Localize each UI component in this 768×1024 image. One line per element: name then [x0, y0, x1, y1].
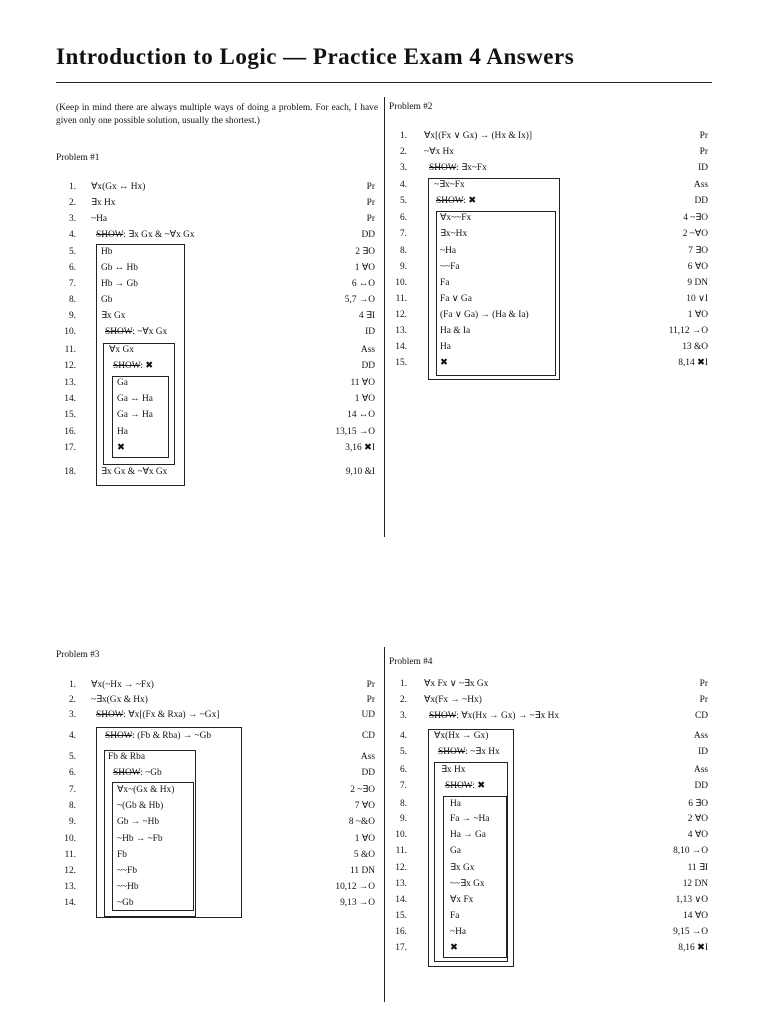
justification: 9,13 →O [340, 898, 375, 908]
justification: 3,16 ✖I [345, 443, 375, 453]
justification: Ass [360, 752, 375, 762]
justification: 8,16 ✖I [678, 943, 708, 953]
justification: 10,12 →O [335, 882, 375, 892]
formula: Fb & Rba [108, 752, 145, 762]
line-number: 4. [399, 731, 407, 741]
formula: SHOW: ∃x Gx & ~∀x Gx [96, 230, 195, 240]
line-number: 6. [399, 765, 407, 775]
formula: ∃x Gx [101, 311, 126, 321]
page-title: Introduction to Logic — Practice Exam 4 Answers [56, 44, 575, 69]
formula: ∀x~(Gx & Hx) [117, 785, 175, 795]
line-number: 12. [64, 866, 76, 876]
line-number: 11. [64, 850, 76, 860]
justification: Pr [699, 695, 708, 705]
formula: SHOW: ~∃x Hx [438, 747, 500, 757]
formula: Fb [117, 850, 127, 860]
show-keyword: SHOW [429, 163, 457, 173]
formula: SHOW: ∀x[(Fx & Rxa) → ~Gx] [96, 710, 220, 720]
line-number: 10. [64, 834, 76, 844]
formula: Ga → Ha [117, 410, 153, 420]
line-number: 8. [68, 801, 76, 811]
line-number: 8. [68, 295, 76, 305]
line-number: 11. [64, 345, 76, 355]
line-number: 1. [399, 131, 407, 141]
formula: SHOW: ✖ [445, 781, 486, 791]
justification: Pr [699, 131, 708, 141]
justification: 7 ∀O [354, 801, 375, 811]
formula: Ha [450, 799, 461, 809]
line-number: 14. [395, 895, 407, 905]
line-number: 7. [399, 781, 407, 791]
justification: 9,10 &I [345, 467, 375, 477]
justification: 5 &O [353, 850, 375, 860]
line-number: 1. [68, 680, 76, 690]
formula: Fa ∨ Ga [440, 294, 472, 304]
formula: Hb → Gb [101, 279, 138, 289]
formula: Fa [440, 278, 450, 288]
justification: 11 ∃I [687, 863, 708, 873]
justification: 10 ∨I [686, 294, 708, 304]
justification: Pr [699, 147, 708, 157]
justification: DD [361, 230, 375, 240]
justification: 14 ↔O [347, 410, 375, 420]
line-number: 2. [68, 198, 76, 208]
justification: 8,10 →O [673, 846, 708, 856]
p3-label: Problem #3 [56, 650, 100, 660]
line-number: 13. [395, 326, 407, 336]
justification: Ass [693, 180, 708, 190]
formula: ∀x(~Hx → ~Fx) [91, 680, 154, 690]
justification: Pr [366, 695, 375, 705]
justification: Pr [366, 680, 375, 690]
formula: Hb [101, 247, 113, 257]
line-number: 15. [395, 358, 407, 368]
formula: ✖ [117, 443, 125, 453]
line-number: 17. [64, 443, 76, 453]
justification: 4 ~∃O [683, 213, 708, 223]
justification: 2 ∀O [687, 814, 708, 824]
line-number: 17. [395, 943, 407, 953]
justification: 6 ∀O [687, 262, 708, 272]
formula: ~∀x Hx [424, 147, 454, 157]
formula: Ha [117, 427, 128, 437]
formula: ~Ha [91, 214, 108, 224]
justification: 2 ∃O [355, 247, 375, 257]
show-keyword: SHOW [96, 230, 124, 240]
justification: 1 ∀O [354, 263, 375, 273]
line-number: 6. [399, 213, 407, 223]
justification: 2 ~∀O [682, 229, 708, 239]
formula: ∃x Gx [450, 863, 475, 873]
justification: ID [365, 327, 375, 337]
line-number: 13. [395, 879, 407, 889]
justification: 6 ↔O [351, 279, 375, 289]
column-divider-top [384, 97, 385, 537]
justification: 11 ∀O [350, 378, 375, 388]
formula: ~Ha [440, 246, 457, 256]
formula: ∀x~~Fx [440, 213, 472, 223]
line-number: 2. [68, 695, 76, 705]
formula: ~∃x~Fx [434, 180, 465, 190]
show-keyword: SHOW [445, 781, 473, 791]
justification: Pr [699, 679, 708, 689]
formula: ~Gb [117, 898, 134, 908]
justification: 2 ~∃O [350, 785, 375, 795]
formula: ~∃x(Gx & Hx) [91, 695, 148, 705]
line-number: 9. [399, 262, 407, 272]
formula: ∀x Fx [450, 895, 474, 905]
line-number: 5. [68, 752, 76, 762]
line-number: 2. [399, 695, 407, 705]
line-number: 4. [399, 180, 407, 190]
show-keyword: SHOW [105, 731, 133, 741]
line-number: 3. [399, 711, 407, 721]
line-number: 3. [68, 710, 76, 720]
line-number: 9. [399, 814, 407, 824]
formula: Fa → ~Ha [450, 814, 490, 824]
line-number: 1. [68, 182, 76, 192]
line-number: 10. [64, 327, 76, 337]
justification: 11 DN [350, 866, 375, 876]
justification: DD [361, 361, 375, 371]
line-number: 12. [395, 310, 407, 320]
justification: ID [698, 747, 708, 757]
line-number: 6. [68, 768, 76, 778]
formula: ~~Fa [440, 262, 460, 272]
formula: Ga [117, 378, 128, 388]
formula: SHOW: (Fb & Rba) → ~Gb [105, 731, 212, 741]
formula: ∀x Gx [109, 345, 134, 355]
justification: Ass [360, 345, 375, 355]
justification: 7 ∃O [688, 246, 708, 256]
line-number: 18. [64, 467, 76, 477]
line-number: 14. [64, 898, 76, 908]
line-number: 1. [399, 679, 407, 689]
show-keyword: SHOW [96, 710, 124, 720]
show-keyword: SHOW [429, 711, 457, 721]
justification: 1 ∀O [354, 834, 375, 844]
line-number: 14. [395, 342, 407, 352]
line-number: 13. [64, 378, 76, 388]
formula: SHOW: ∃x~Fx [429, 163, 487, 173]
formula: ✖ [440, 358, 448, 368]
formula: ∀x Fx ∨ ~∃x Gx [424, 679, 489, 689]
formula: Fa [450, 911, 460, 921]
justification: 1,13 ∨O [675, 895, 708, 905]
justification: 8,14 ✖I [678, 358, 708, 368]
formula: Ga [450, 846, 461, 856]
line-number: 5. [68, 247, 76, 257]
justification: 6 ∃O [688, 799, 708, 809]
formula: SHOW: ✖ [436, 196, 477, 206]
line-number: 15. [395, 911, 407, 921]
line-number: 11. [395, 294, 407, 304]
justification: 4 ∀O [687, 830, 708, 840]
line-number: 4. [68, 731, 76, 741]
justification: 13,15 →O [335, 427, 375, 437]
line-number: 10. [395, 278, 407, 288]
justification: CD [361, 731, 375, 741]
justification: 1 ∀O [687, 310, 708, 320]
line-number: 16. [395, 927, 407, 937]
justification: CD [694, 711, 708, 721]
line-number: 7. [399, 229, 407, 239]
column-divider-bottom [384, 647, 385, 1002]
line-number: 3. [68, 214, 76, 224]
formula: Ha & Ia [440, 326, 471, 336]
justification: 13 &O [682, 342, 708, 352]
formula: ∀x(Hx → Gx) [434, 731, 489, 741]
show-keyword: SHOW [113, 768, 141, 778]
justification: 11,12 →O [668, 326, 708, 336]
formula: ∃x Hx [91, 198, 116, 208]
formula: SHOW: ~Gb [113, 768, 162, 778]
formula: ∃x Gx & ~∀x Gx [101, 467, 168, 477]
justification: UD [361, 710, 375, 720]
justification: ID [698, 163, 708, 173]
justification: 4 ∃I [358, 311, 375, 321]
formula: Gb [101, 295, 113, 305]
line-number: 8. [399, 799, 407, 809]
line-number: 14. [64, 394, 76, 404]
line-number: 7. [68, 279, 76, 289]
formula: ~~∃x Gx [450, 879, 485, 889]
formula: Gb → ~Hb [117, 817, 160, 827]
justification: 1 ∀O [354, 394, 375, 404]
p2-label: Problem #2 [389, 102, 433, 112]
formula: Ha [440, 342, 451, 352]
line-number: 11. [395, 846, 407, 856]
show-keyword: SHOW [105, 327, 133, 337]
line-number: 12. [395, 863, 407, 873]
formula: ∀x(Gx ↔ Hx) [91, 182, 146, 192]
title-rule [56, 82, 712, 83]
justification: Ass [693, 765, 708, 775]
show-keyword: SHOW [436, 196, 464, 206]
formula: SHOW: ∀x(Hx → Gx) → ~∃x Hx [429, 711, 560, 721]
formula: ∀x[(Fx ∨ Gx) → (Hx & Ix)] [424, 131, 533, 141]
line-number: 12. [64, 361, 76, 371]
justification: 9,15 →O [673, 927, 708, 937]
line-number: 10. [395, 830, 407, 840]
justification: 8 ~&O [348, 817, 375, 827]
line-number: 9. [68, 817, 76, 827]
line-number: 7. [68, 785, 76, 795]
formula: ∀x(Fx → ~Hx) [424, 695, 482, 705]
formula: ✖ [450, 943, 458, 953]
justification: Pr [366, 198, 375, 208]
formula: ~~Hb [117, 882, 139, 892]
justification: DD [694, 781, 708, 791]
formula: Ha → Ga [450, 830, 486, 840]
justification: DD [361, 768, 375, 778]
line-number: 2. [399, 147, 407, 157]
p4-label: Problem #4 [389, 657, 433, 667]
formula: ~Hb → ~Fb [117, 834, 163, 844]
show-keyword: SHOW [113, 361, 141, 371]
justification: Pr [366, 214, 375, 224]
formula: (Fa ∨ Ga) → (Ha & Ia) [440, 310, 529, 320]
line-number: 5. [399, 747, 407, 757]
justification: 5,7 →O [344, 295, 375, 305]
formula: Gb ↔ Hb [101, 263, 138, 273]
formula: ∃x Hx [441, 765, 466, 775]
line-number: 3. [399, 163, 407, 173]
formula: SHOW: ✖ [113, 361, 154, 371]
justification: Ass [693, 731, 708, 741]
show-keyword: SHOW [438, 747, 466, 757]
formula: Ga ↔ Ha [117, 394, 153, 404]
formula: ~Ha [450, 927, 467, 937]
line-number: 6. [68, 263, 76, 273]
justification: 12 DN [682, 879, 708, 889]
line-number: 4. [68, 230, 76, 240]
line-number: 9. [68, 311, 76, 321]
line-number: 5. [399, 196, 407, 206]
justification: DD [694, 196, 708, 206]
intro-note: (Keep in mind there are always multiple ways of doing a problem. For each, I have given only one possible solution, usually the shortest.) [56, 103, 378, 126]
line-number: 8. [399, 246, 407, 256]
p1-label: Problem #1 [56, 153, 100, 163]
formula: ~(Gb & Hb) [117, 801, 164, 811]
formula: ∃x~Hx [440, 229, 468, 239]
line-number: 16. [64, 427, 76, 437]
line-number: 15. [64, 410, 76, 420]
justification: 14 ∀O [683, 911, 708, 921]
line-number: 13. [64, 882, 76, 892]
formula: SHOW: ~∀x Gx [105, 327, 168, 337]
formula: ~~Fb [117, 866, 138, 876]
justification: 9 DN [687, 278, 708, 288]
justification: Pr [366, 182, 375, 192]
